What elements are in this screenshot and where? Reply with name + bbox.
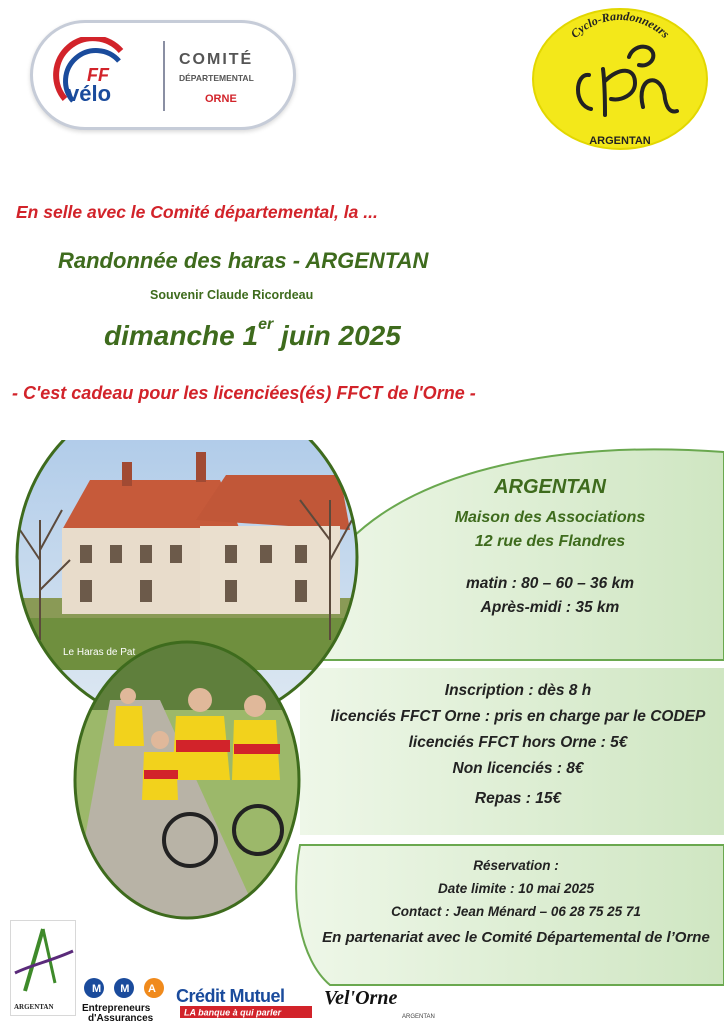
logo-divider <box>163 41 165 111</box>
vel-orne-text: Vel'Orne <box>324 987 398 1009</box>
photo-caption: Le Haras de Pat <box>63 647 136 658</box>
date-suffix: er <box>258 316 274 333</box>
distances-apres-midi: Après-midi : 35 km <box>480 599 620 616</box>
ffvelo-mark-icon <box>53 37 137 113</box>
intro-heading: En selle avec le Comité départemental, la ... <box>16 202 378 222</box>
ffvelo-velo-text: vélo <box>67 81 112 106</box>
vel-orne-logo <box>322 982 438 1022</box>
cyclo-bottom-text: ARGENTAN <box>589 135 651 147</box>
lieu-city: ARGENTAN <box>494 476 606 498</box>
reservation-title: Réservation : <box>473 858 559 873</box>
gift-banner: - C'est cadeau pour les licenciées(és) FFCT de l'Orne - <box>12 383 476 403</box>
mma-line1: Entrepreneurs <box>82 1003 151 1014</box>
event-subtitle: Souvenir Claude Ricordeau <box>150 288 314 302</box>
tarif-inscription: Inscription : dès 8 h <box>444 682 592 699</box>
argentan-mark-icon <box>11 921 75 1001</box>
ffvelo-orne-text: ORNE <box>205 93 237 105</box>
tarif-ffct-hors: licenciés FFCT hors Orne : 5€ <box>408 734 628 751</box>
event-date <box>104 316 401 352</box>
tarifs-block <box>318 682 718 816</box>
ffvelo-logo <box>30 20 296 130</box>
lieu-place: Maison des Associations <box>454 509 646 526</box>
reservation-block <box>312 858 720 954</box>
credit-mutuel-tagline <box>180 1006 312 1018</box>
lieu-block <box>440 476 660 557</box>
tarif-repas: Repas : 15€ <box>474 790 562 807</box>
mma-letters: M M A <box>92 983 156 995</box>
distances-matin: matin : 80 – 60 – 36 km <box>465 575 634 592</box>
credit-mutuel-tag-text: LA banque à qui parler <box>184 1007 282 1018</box>
distances-block <box>440 575 660 623</box>
reservation-date-limite: Date limite : 10 mai 2025 <box>437 881 595 896</box>
ffvelo-dept-text: DÉPARTEMENTAL <box>179 73 254 83</box>
argentan-logo-text: ARGENTAN <box>14 1003 54 1011</box>
reservation-contact: Contact : Jean Ménard – 06 28 75 25 71 <box>391 904 641 919</box>
cyclo-top-text: Cyclo-Randonneurs <box>567 8 673 41</box>
argentan-logo <box>10 920 76 1016</box>
date-day: dimanche 1 <box>104 320 259 351</box>
vel-orne-sub: ARGENTAN <box>402 1014 435 1020</box>
ffvelo-comite-text: COMITÉ <box>179 51 254 68</box>
tarif-ffct-orne: licenciés FFCT Orne : pris en charge par le CODEP <box>330 708 706 725</box>
reservation-partenariat: En partenariat avec le Comité Départemental de l’Orne <box>322 929 710 946</box>
credit-mutuel-logo: Crédit Mutuel <box>176 986 285 1006</box>
date-month-year: juin 2025 <box>273 320 401 351</box>
event-title: Randonnée des haras - ARGENTAN <box>58 248 429 273</box>
cyclo-randonneurs-logo <box>531 5 709 150</box>
ffvelo-ff-text: FF <box>87 65 109 85</box>
mma-line2: d'Assurances <box>88 1013 154 1024</box>
lieu-address: 12 rue des Flandres <box>474 533 626 550</box>
tarif-non-licencies: Non licenciés : 8€ <box>452 760 584 777</box>
